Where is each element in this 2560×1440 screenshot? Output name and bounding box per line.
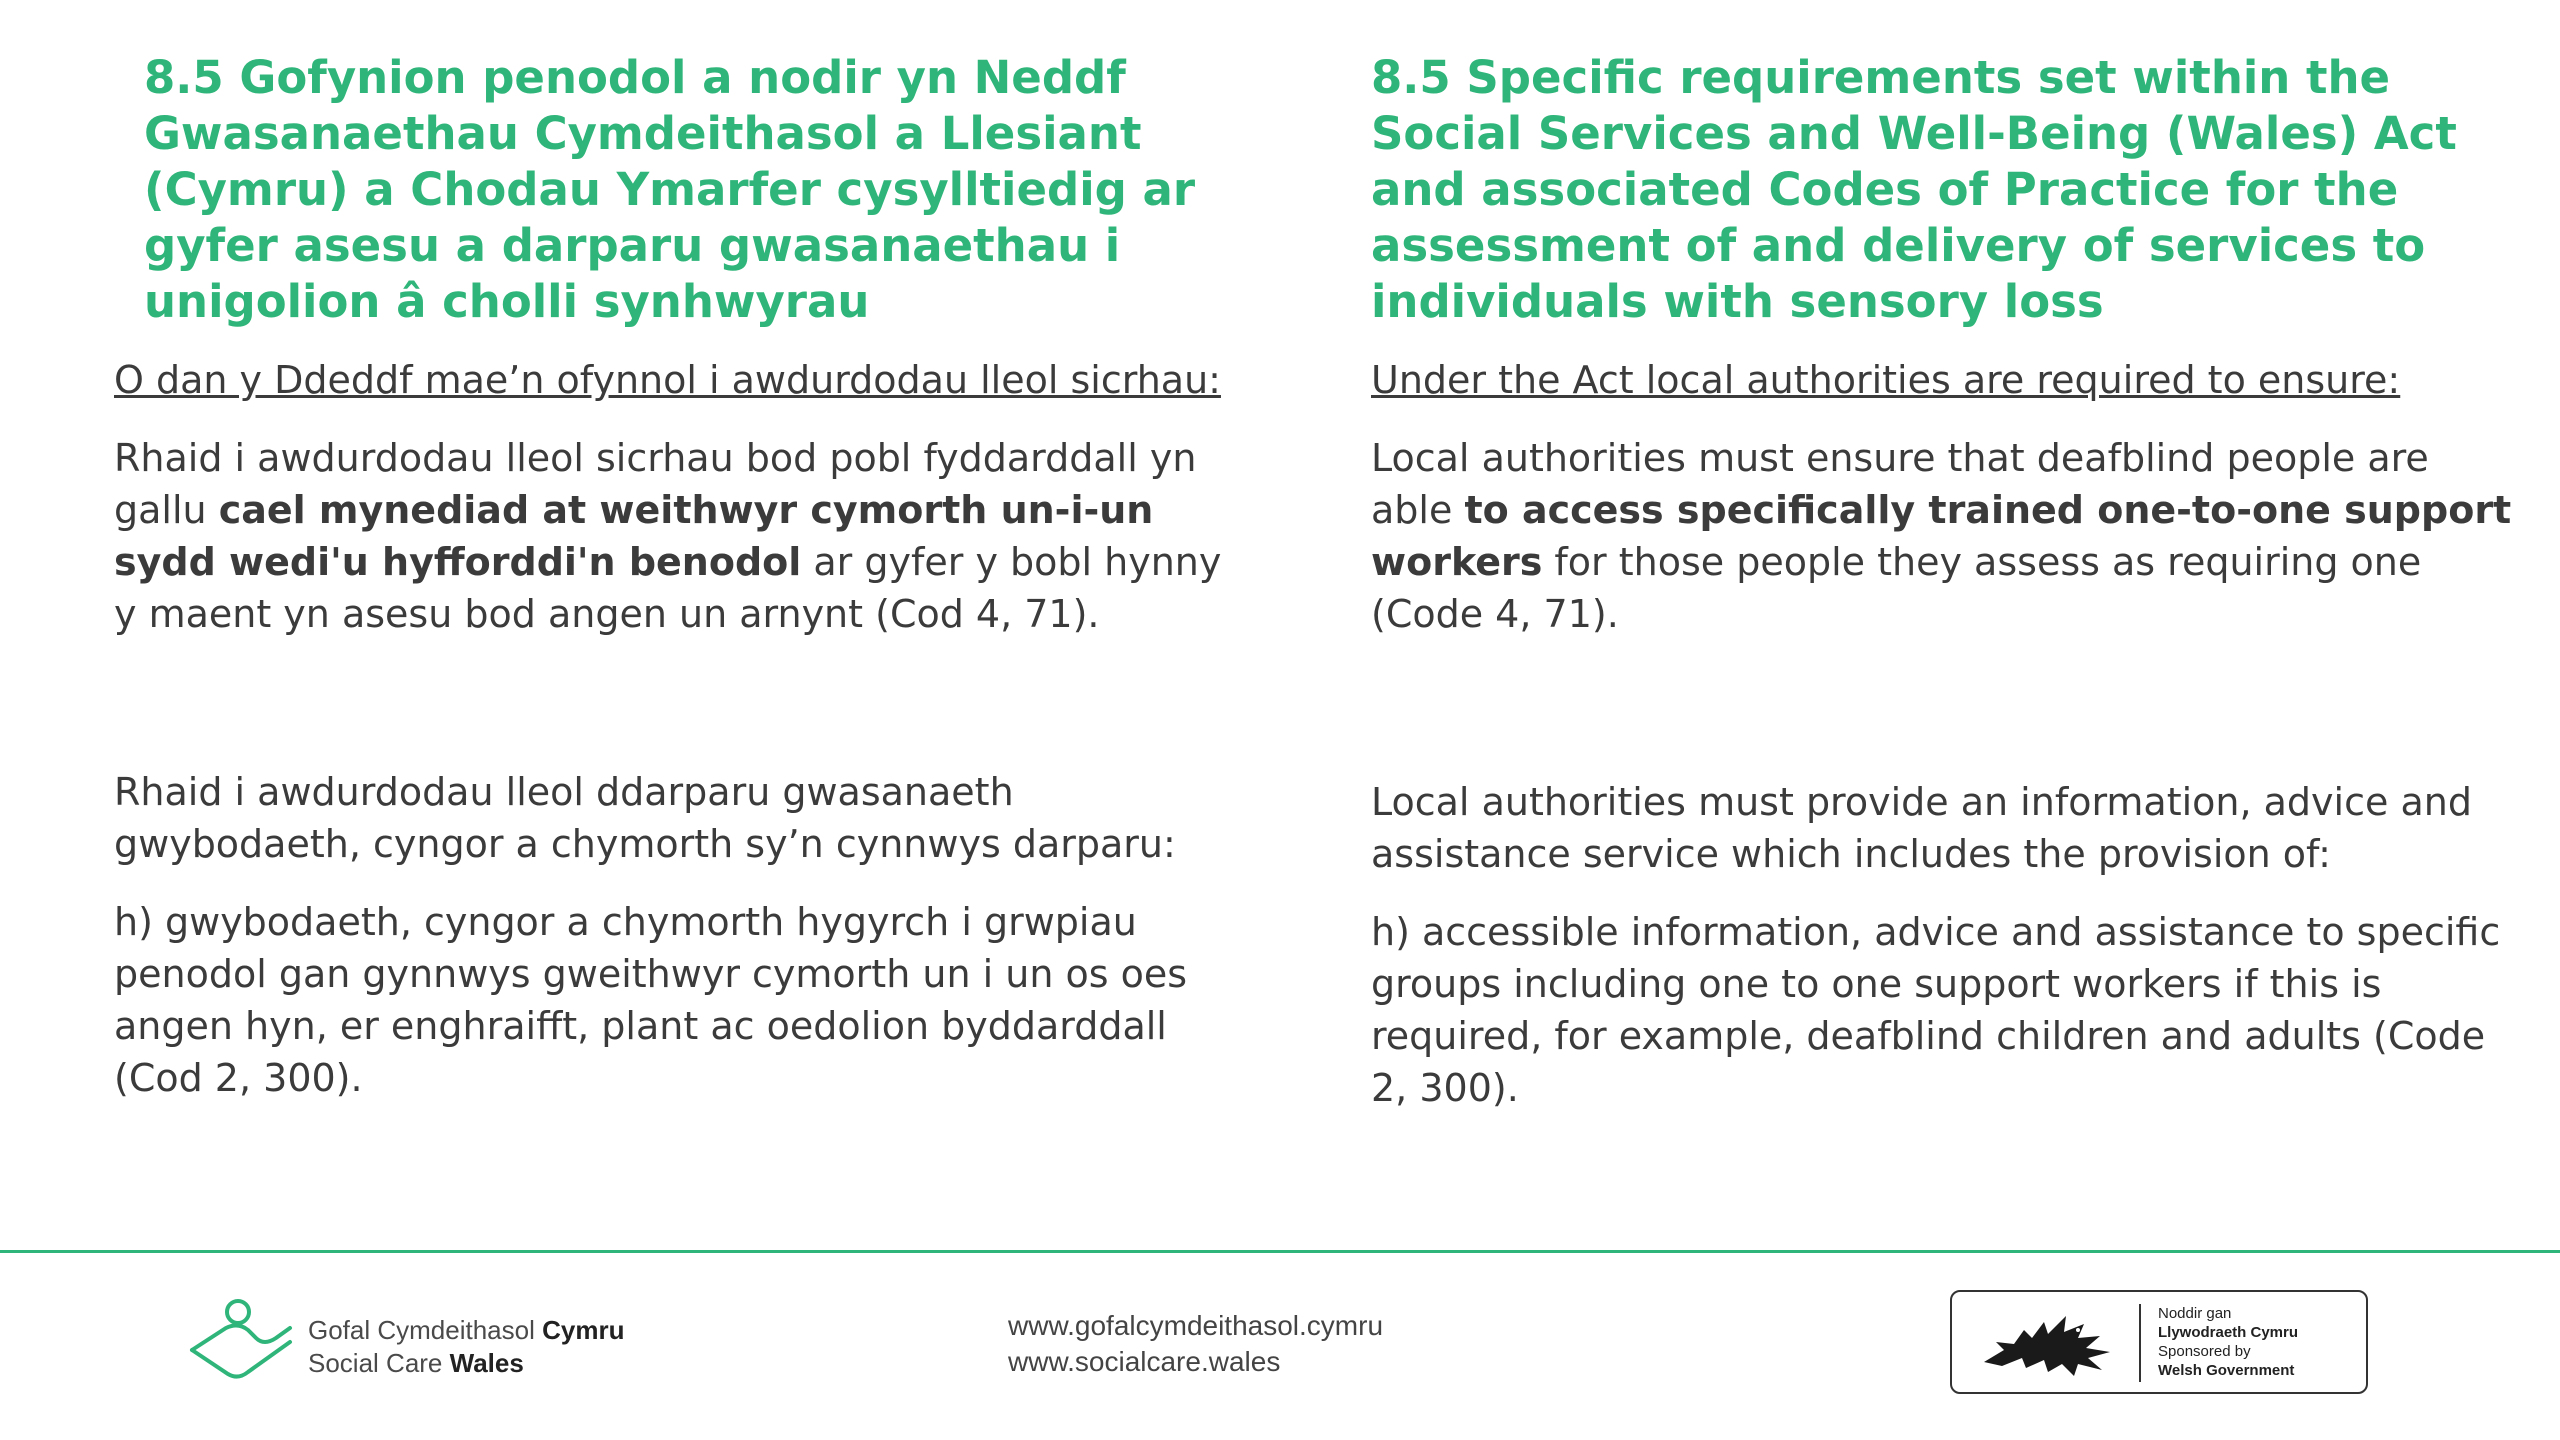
welsh-column [114,50,1254,1130]
welsh-government-sponsor-badge [1950,1290,2368,1394]
logo-line2-bold: Wales [449,1348,524,1378]
sponsor-divider [2139,1304,2141,1382]
social-care-wales-logo [186,1298,746,1388]
welsh-intro: O dan y Ddeddf mae’n ofynnol i awdurdodau lleol sicrhau: [114,358,1221,402]
sponsor-cy-label: Noddir gan [2158,1305,2232,1322]
english-p1-bold: to access specifically trained one-to-one support workers [1371,488,2512,584]
social-care-wales-logo-icon [186,1298,296,1384]
footer-divider [0,1250,2560,1253]
welsh-paragraph-3: h) gwybodaeth, cyngor a chymorth hygyrch i grwpiau penodol gan gynnwys gweithwyr cymorth un i un os oes angen hyn, er enghraifft, plant ac oedolion byddarddall (Cod 2, 300). [114,900,1188,1100]
english-column [1371,50,2521,1140]
welsh-paragraph-2: Rhaid i awdurdodau lleol ddarparu gwasanaeth gwybodaeth, cyngor a chymorth sy’n cynnwys darparu: [114,770,1176,866]
english-paragraph-2: Local authorities must provide an information, advice and assistance service which includes the provision of: [1371,780,2472,876]
english-paragraph-3: h) accessible information, advice and assistance to specific groups including one to one support workers if this is required, for example, deafblind children and adults (Code 2, 300). [1371,910,2501,1110]
website-english-link[interactable]: www.socialcare.wales [1008,1346,1281,1377]
english-intro: Under the Act local authorities are required to ensure: [1371,358,2401,402]
english-paragraph-1 [1371,432,2521,640]
welsh-p1-bold: cael mynediad at weithwyr cymorth un-i-un sydd wedi'u hyfforddi'n benodol [114,488,1154,584]
welsh-paragraph-1 [114,432,1254,640]
website-welsh-link[interactable]: www.gofalcymdeithasol.cymru [1008,1310,1384,1341]
welsh-p1-end: ar gyfer y bobl hynny y maent yn asesu bod angen un arnynt (Cod 4, 71). [114,540,1222,636]
sponsor-text [2158,1304,2298,1380]
logo-line1-regular: Gofal Cymdeithasol [308,1315,543,1345]
sponsor-en-name: Welsh Government [2158,1362,2295,1379]
english-p1-start: Local authorities must ensure that deafblind people are able [1371,436,2429,532]
footer-websites [1008,1308,1383,1380]
logo-wordmark [308,1314,624,1380]
logo-line1-bold: Cymru [542,1315,625,1345]
logo-line2-regular: Social Care [308,1348,450,1378]
sponsor-cy-name: Llywodraeth Cymru [2158,1324,2299,1341]
sponsor-en-label: Sponsored by [2158,1343,2251,1360]
welsh-dragon-icon [1974,1302,2124,1384]
welsh-heading: 8.5 Gofynion penodol a nodir yn Neddf Gwasanaethau Cymdeithasol a Llesiant (Cymru) a Chodau Ymarfer cysylltiedig ar gyfer asesu a darparu gwasanaethau i unigolion â cholli synhwyrau [144,51,1196,328]
english-p1-end: for those people they assess as requiring one (Code 4, 71). [1371,540,2422,636]
welsh-p1-start: Rhaid i awdurdodau lleol sicrhau bod pobl fyddarddall yn gallu [114,436,1197,532]
english-heading: 8.5 Specific requirements set within the Social Services and Well-Being (Wales) Act and associated Codes of Practice for the assessment of and delivery of services to individuals with sensory loss [1371,51,2457,328]
